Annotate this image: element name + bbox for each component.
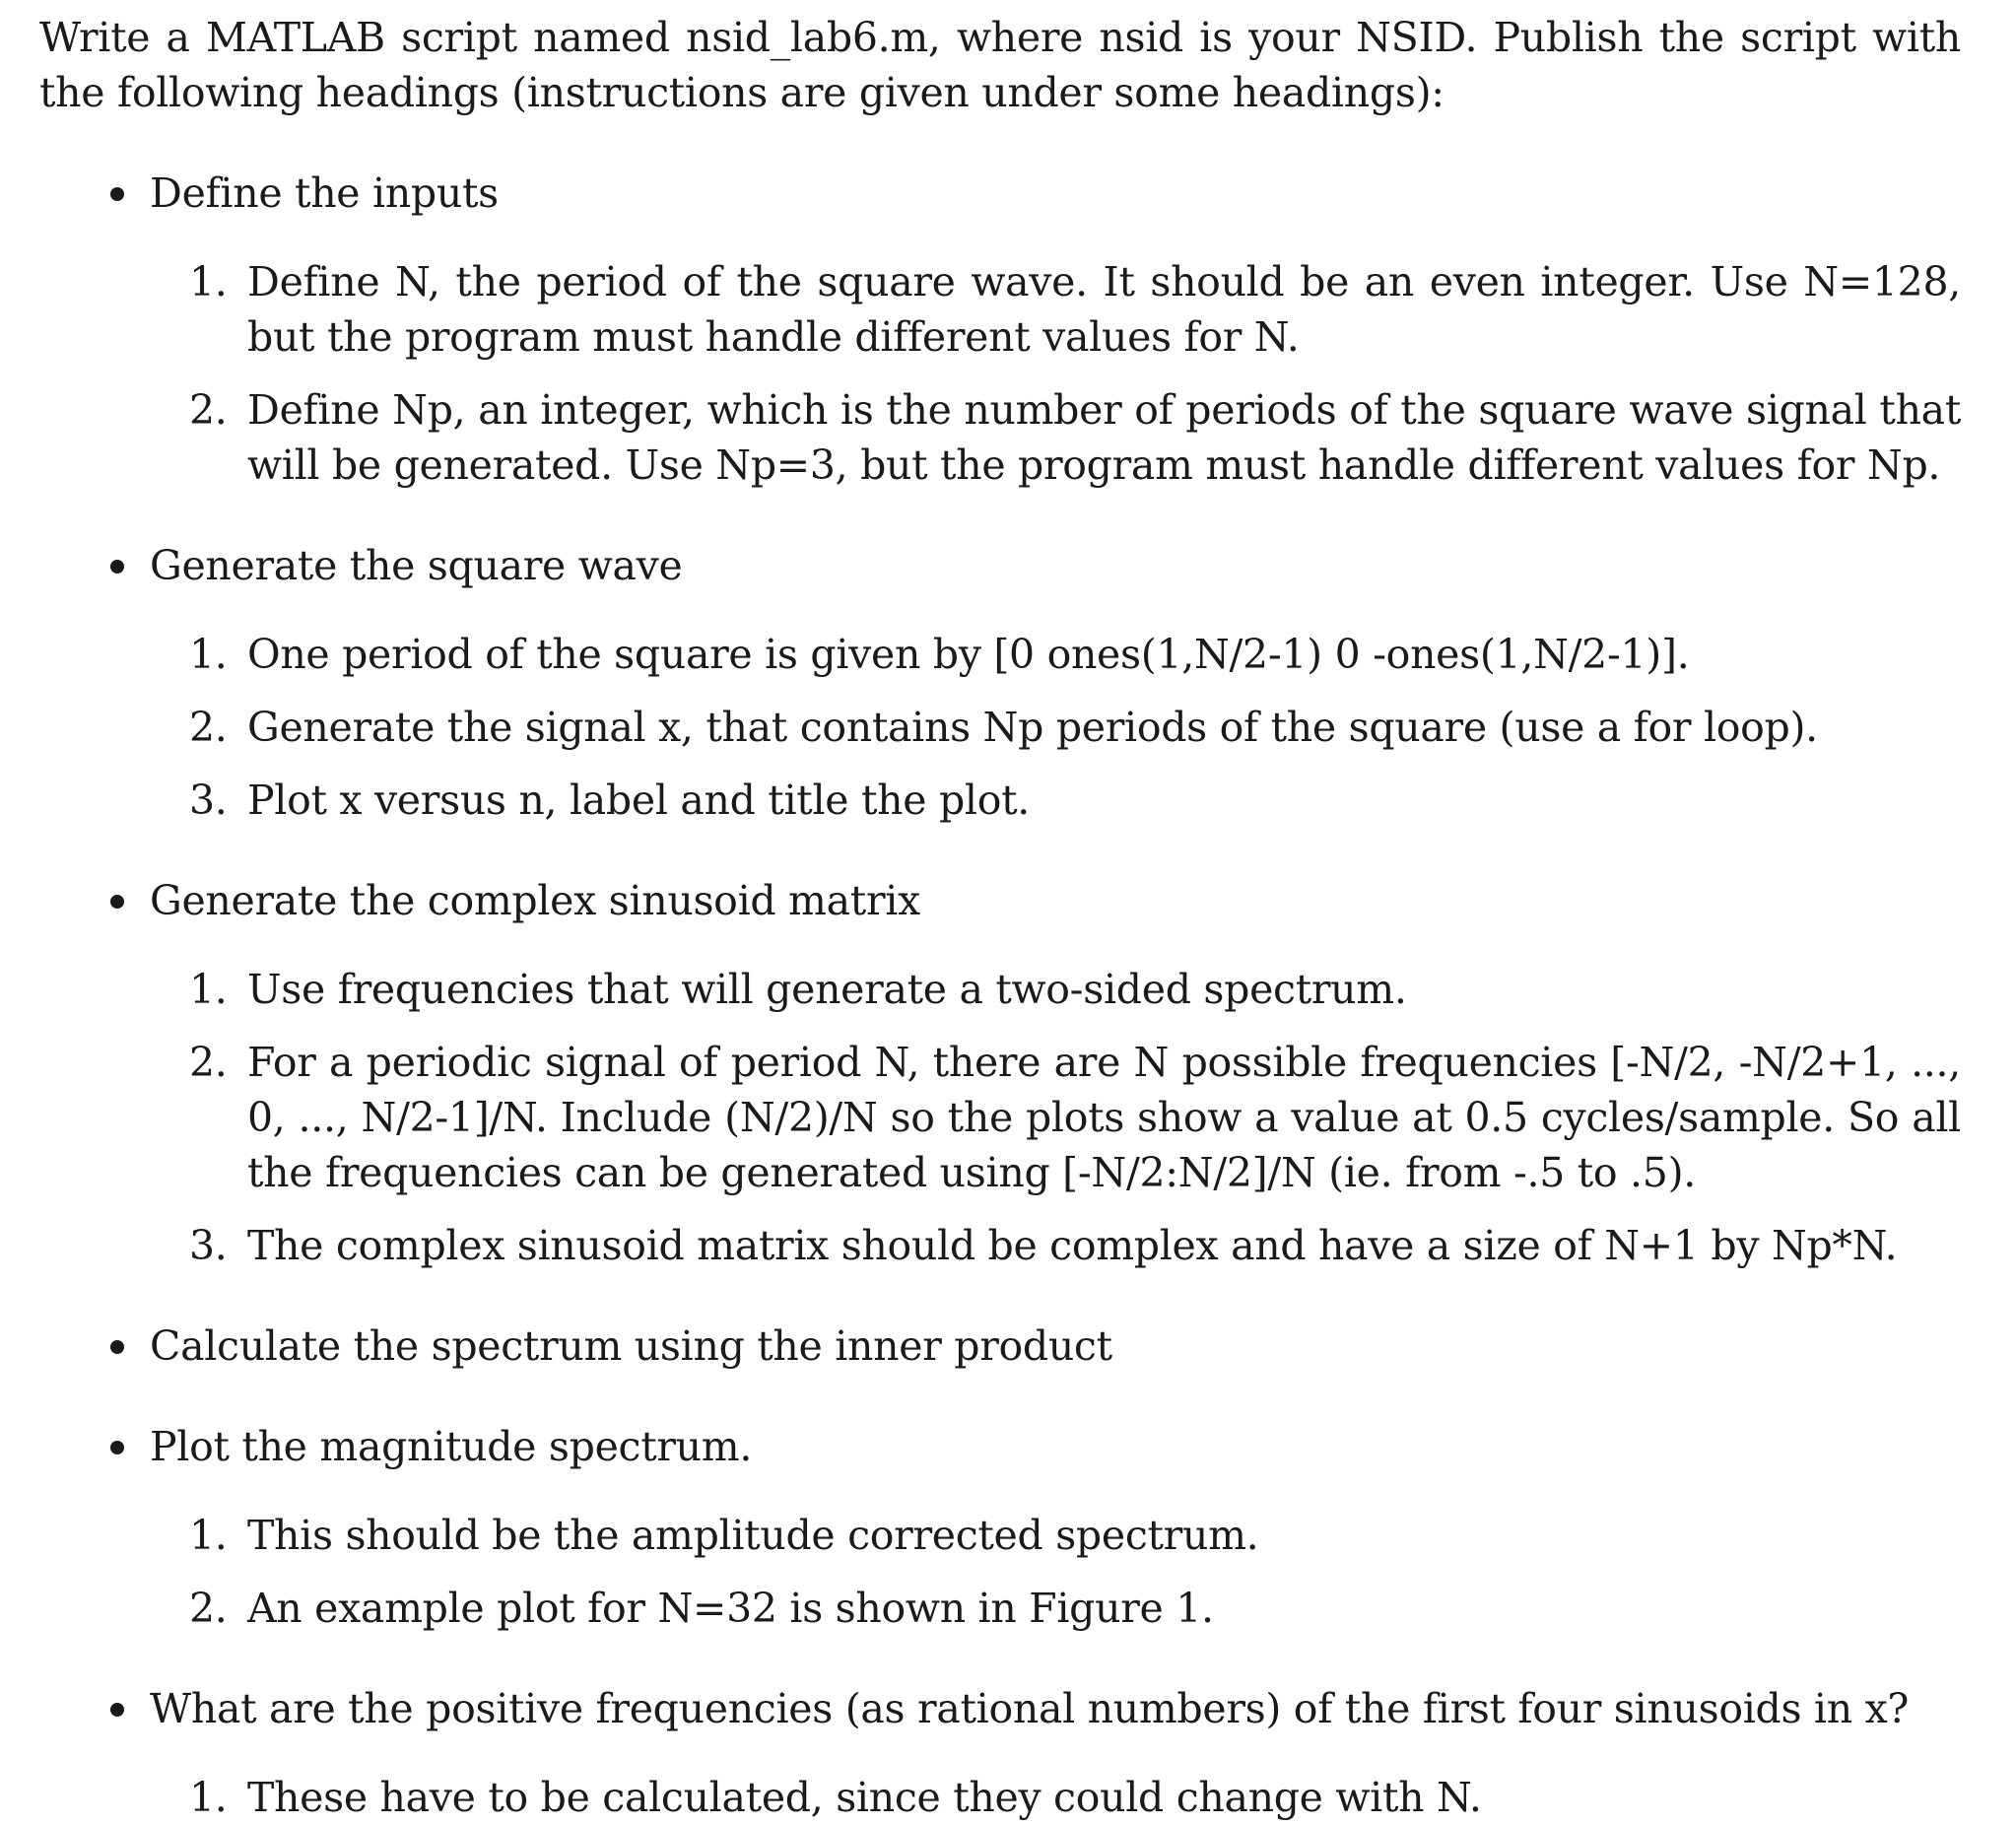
item-text: These have to be calculated, since they could change with N. bbox=[247, 1774, 1482, 1821]
section-heading bbox=[39, 1681, 1961, 1736]
item-text: One period of the square is given by [0 ones(1,N/2-1) 0 -ones(1,N/2-1)]. bbox=[247, 631, 1690, 678]
list-item bbox=[39, 1508, 1961, 1563]
section-positive-frequencies bbox=[39, 1681, 1961, 1825]
item-number: 2. bbox=[189, 386, 228, 434]
section-heading-text: Plot the magnitude spectrum. bbox=[150, 1423, 753, 1470]
section-heading bbox=[39, 538, 1961, 593]
numbered-list bbox=[39, 962, 1961, 1273]
item-number: 3. bbox=[189, 1222, 228, 1269]
item-number: 1. bbox=[189, 1512, 228, 1559]
list-item bbox=[39, 627, 1961, 682]
numbered-list bbox=[39, 1770, 1961, 1825]
item-number: 1. bbox=[189, 631, 228, 678]
list-item bbox=[39, 382, 1961, 493]
list-item bbox=[39, 1581, 1961, 1636]
item-text: Plot x versus n, label and title the plot. bbox=[247, 777, 1031, 824]
section-plot-magnitude-spectrum bbox=[39, 1419, 1961, 1636]
section-heading-text: Calculate the spectrum using the inner product bbox=[150, 1322, 1112, 1370]
section-heading bbox=[39, 1419, 1961, 1474]
item-text: For a periodic signal of period N, there are N possible frequencies [-N/2, -N/2+1, ..., 0, ..., N/2-1]/N. Include (N/2)/N so the plots show a value at 0.5 cycles/sample. So all the frequencies can be generated using [-N/2:N/2]/N (ie. from -.5 to .5). bbox=[247, 1039, 1961, 1196]
item-text: The complex sinusoid matrix should be complex and have a size of N+1 by Np*N. bbox=[247, 1222, 1898, 1269]
item-number: 1. bbox=[189, 966, 228, 1013]
item-text: Use frequencies that will generate a two-sided spectrum. bbox=[247, 966, 1407, 1013]
numbered-list bbox=[39, 1508, 1961, 1636]
section-generate-square-wave bbox=[39, 538, 1961, 828]
section-heading bbox=[39, 873, 1961, 928]
bullet-icon bbox=[110, 187, 124, 201]
list-item bbox=[39, 1035, 1961, 1200]
section-heading-text: What are the positive frequencies (as rational numbers) of the first four sinusoids in x? bbox=[150, 1685, 1910, 1732]
list-item bbox=[39, 700, 1961, 755]
list-item bbox=[39, 962, 1961, 1017]
section-calculate-spectrum bbox=[39, 1318, 1961, 1374]
item-number: 2. bbox=[189, 1039, 228, 1086]
item-text: Define Np, an integer, which is the number of periods of the square wave signal that will be generated. Use Np=3, but the program must handle different values for Np. bbox=[247, 386, 1961, 489]
numbered-list bbox=[39, 627, 1961, 828]
numbered-list bbox=[39, 254, 1961, 493]
list-item bbox=[39, 1218, 1961, 1273]
section-heading-text: Define the inputs bbox=[150, 169, 499, 217]
section-heading-text: Generate the square wave bbox=[150, 542, 683, 589]
item-text: An example plot for N=32 is shown in Figure 1. bbox=[247, 1585, 1214, 1632]
item-text: Define N, the period of the square wave. It should be an even integer. Use N=128, but the program must handle different values for N. bbox=[247, 258, 1961, 361]
item-number: 2. bbox=[189, 704, 228, 751]
bullet-icon bbox=[110, 1441, 124, 1454]
bullet-icon bbox=[110, 895, 124, 909]
item-text: This should be the amplitude corrected spectrum. bbox=[247, 1512, 1259, 1559]
intro-paragraph: Write a MATLAB script named nsid_lab6.m, where nsid is your NSID. Publish the script with the following headings (instructions are given under some headings): bbox=[39, 14, 1961, 116]
list-item bbox=[39, 773, 1961, 828]
item-number: 2. bbox=[189, 1585, 228, 1632]
list-item bbox=[39, 1770, 1961, 1825]
section-complex-sinusoid-matrix bbox=[39, 873, 1961, 1273]
section-heading bbox=[39, 1318, 1961, 1374]
item-number: 3. bbox=[189, 777, 228, 824]
list-item bbox=[39, 254, 1961, 365]
bullet-icon bbox=[110, 1703, 124, 1717]
item-number: 1. bbox=[189, 258, 228, 305]
bullet-icon bbox=[110, 560, 124, 574]
section-heading bbox=[39, 166, 1961, 221]
section-heading-text: Generate the complex sinusoid matrix bbox=[150, 877, 920, 924]
item-number: 1. bbox=[189, 1774, 228, 1821]
assignment-document bbox=[39, 0, 1961, 1825]
item-text: Generate the signal x, that contains Np periods of the square (use a for loop). bbox=[247, 704, 1818, 751]
bullet-icon bbox=[110, 1340, 124, 1354]
section-define-inputs bbox=[39, 166, 1961, 493]
